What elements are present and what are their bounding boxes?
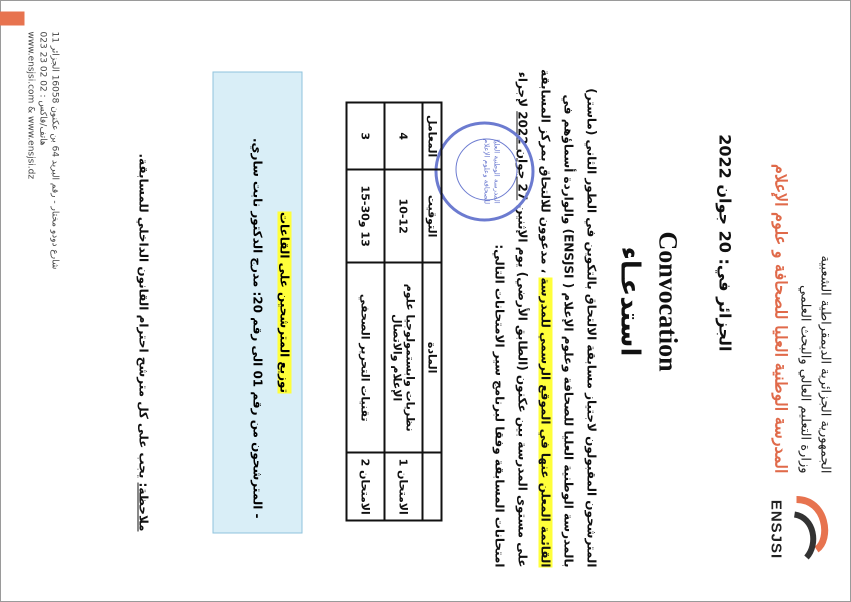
body-line-3-rest: ، مدعوون للالتحاق بمركز المسابقة bbox=[538, 69, 553, 274]
table-header-cell: المعامل bbox=[423, 103, 442, 170]
table-header-row bbox=[423, 103, 442, 521]
table-header-cell bbox=[423, 453, 442, 521]
body-line-3 bbox=[534, 48, 557, 568]
exam-schedule-table bbox=[346, 102, 443, 522]
room-distribution-banner bbox=[213, 72, 303, 534]
table-row bbox=[385, 103, 423, 521]
footer-address: 11 شارع دودو مختار - رقم البريد 64 بن عكنون 16058 الجزائر bbox=[49, 31, 60, 270]
note-label: ملاحظة: bbox=[136, 482, 151, 532]
banner-line: - المترشحون من رقم 01 الى رقم 20: مدرج الدكتور نابت ساري. bbox=[250, 138, 265, 519]
header-republic: الجمهورية الجزائرية الديمقراطية الشعبية bbox=[817, 255, 833, 474]
official-stamp bbox=[435, 122, 535, 222]
banner-title: توزيع المترشحين على القاعات bbox=[277, 211, 292, 394]
footer-website: www.ensjsi.com & www.ensjsi.dz bbox=[25, 31, 36, 180]
table-cell: الامتحان 2 bbox=[347, 453, 385, 521]
logo-text: ENSJSI bbox=[767, 499, 785, 560]
table-header-cell: التوقيت bbox=[423, 170, 442, 263]
footer-accent-bar bbox=[0, 12, 25, 26]
logo-mark-icon bbox=[789, 490, 837, 570]
table-cell: نظريات وابستمولوجيا علوم الإعلام والاتصال bbox=[385, 263, 423, 453]
footer-phone: هاتف/فاكس : 02 02 23 023 bbox=[37, 31, 48, 146]
table-cell: 10-12 bbox=[385, 170, 423, 263]
note bbox=[137, 72, 151, 532]
header-school-name: المدرسة الوطنية العليا للصحافة و علوم الإعلام bbox=[771, 164, 791, 474]
table-cell: 4 bbox=[385, 103, 423, 170]
body-line-4-post: لإجراء bbox=[515, 71, 530, 107]
title-block bbox=[653, 12, 683, 592]
title-french: Convocation bbox=[653, 231, 683, 372]
stamp-text: المدرسة الوطنية العليا للصحافة وعلوم الإعلام bbox=[482, 138, 501, 205]
school-logo bbox=[767, 490, 837, 570]
body-line-1: المترشحون المقبولون لاجتياز مسابقة الالتحاق بالتكوين في الطور الثاني (ماستر) bbox=[584, 88, 599, 568]
banner-title-wrap bbox=[277, 73, 296, 533]
table-row bbox=[347, 103, 385, 521]
header-ministry: وزارة التعليم العالي والبحث العلمي bbox=[797, 285, 813, 474]
body-line-5: امتحانات المسابقة وفقا لبرنامج سير الامتحانات التالي: bbox=[492, 244, 507, 568]
footer bbox=[25, 32, 61, 352]
body-line-4 bbox=[511, 48, 534, 568]
exam-date: 27 جوان 2022 bbox=[515, 111, 530, 201]
rotated-document bbox=[0, 12, 851, 592]
highlighted-list-link[interactable]: القائمة المعلن عنها في الموقع الرسمي للمدرسة bbox=[538, 277, 553, 568]
title-arabic: استدعـاء bbox=[614, 246, 645, 357]
table-cell: تقنيات التحرير الصحفي bbox=[347, 263, 385, 453]
document-date: الجزائر في: 20 جوان 2022 bbox=[715, 134, 735, 352]
table-cell: 13 و30-15 bbox=[347, 170, 385, 263]
body-line-4-pre: على مستوى المدرسة بين عكنون (الطابق الأرضي) يوم الإثنين bbox=[515, 204, 530, 568]
note-text: يجب على كل مترشح احترام القانون الداخلي للمسابقة. bbox=[136, 153, 151, 479]
body-line-2: بالمدرسة الوطنية العليا للصحافة وعلوم الإعلام ( ENSJSI) والواردة أسماؤهم في bbox=[561, 94, 576, 568]
table-cell: 3 bbox=[347, 103, 385, 170]
table-cell: الامتحان 1 bbox=[385, 453, 423, 521]
table-header-cell: المادة bbox=[423, 263, 442, 453]
